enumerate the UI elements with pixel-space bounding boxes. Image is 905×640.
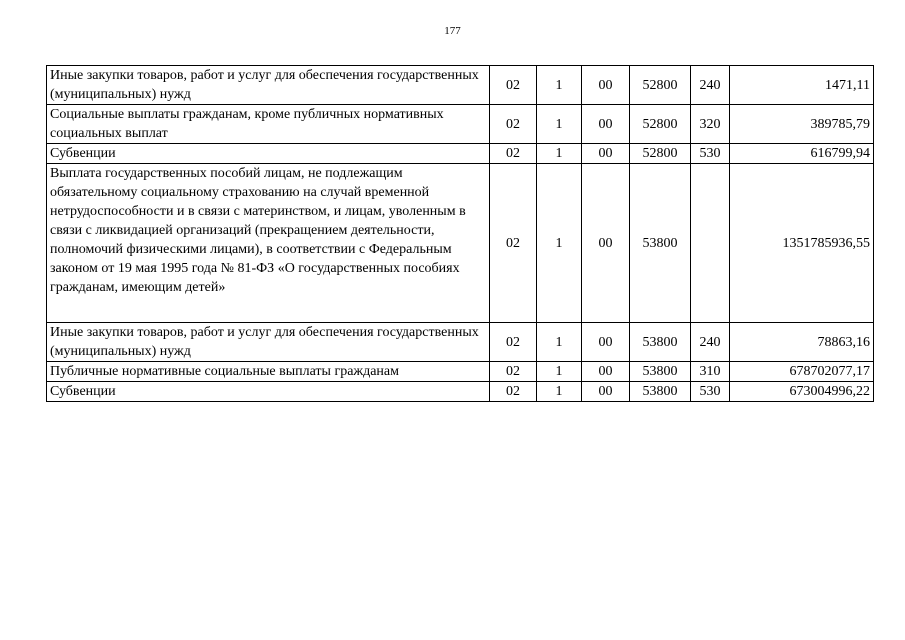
table-row — [47, 144, 874, 164]
subprogram-code: 00 — [582, 382, 630, 402]
program-code: 1 — [537, 144, 582, 164]
program-code: 1 — [537, 323, 582, 362]
direction-code: 52800 — [630, 105, 691, 144]
row-name: Выплата государственных пособий лицам, не подлежащим обязательному социальному страхованию на случай временной нетрудоспособности и в связи с материнством, и лицам, уволенным в связи с ликвидацией организаций (прекращением деятельности, полномочий физическими лицами), в соответствии с Федеральным законом от 19 мая 1995 года № 81-ФЗ «О государственных пособиях гражданам, имеющим детей» — [47, 164, 490, 323]
subprogram-code: 00 — [582, 362, 630, 382]
row-name: Субвенции — [47, 382, 490, 402]
section-code: 02 — [490, 144, 537, 164]
section-code: 02 — [490, 164, 537, 323]
program-code: 1 — [537, 362, 582, 382]
subprogram-code: 00 — [582, 66, 630, 105]
direction-code: 52800 — [630, 144, 691, 164]
expense-type-code: 310 — [691, 362, 730, 382]
program-code: 1 — [537, 164, 582, 323]
subprogram-code: 00 — [582, 105, 630, 144]
section-code: 02 — [490, 66, 537, 105]
row-name: Иные закупки товаров, работ и услуг для обеспечения государственных (муниципальных) нужд — [47, 323, 490, 362]
expense-type-code — [691, 164, 730, 323]
program-code: 1 — [537, 382, 582, 402]
table-row — [47, 382, 874, 402]
section-code: 02 — [490, 382, 537, 402]
table-row — [47, 105, 874, 144]
row-name: Социальные выплаты гражданам, кроме публичных нормативных социальных выплат — [47, 105, 490, 144]
page-number: 177 — [444, 25, 461, 37]
amount: 678702077,17 — [730, 362, 874, 382]
direction-code: 53800 — [630, 362, 691, 382]
program-code: 1 — [537, 66, 582, 105]
direction-code: 53800 — [630, 323, 691, 362]
amount: 673004996,22 — [730, 382, 874, 402]
expense-type-code: 530 — [691, 382, 730, 402]
amount: 616799,94 — [730, 144, 874, 164]
amount: 1471,11 — [730, 66, 874, 105]
row-name: Публичные нормативные социальные выплаты гражданам — [47, 362, 490, 382]
table-row — [47, 164, 874, 323]
row-name: Иные закупки товаров, работ и услуг для обеспечения государственных (муниципальных) нужд — [47, 66, 490, 105]
direction-code: 52800 — [630, 66, 691, 105]
program-code: 1 — [537, 105, 582, 144]
section-code: 02 — [490, 105, 537, 144]
section-code: 02 — [490, 362, 537, 382]
subprogram-code: 00 — [582, 164, 630, 323]
expense-type-code: 530 — [691, 144, 730, 164]
subprogram-code: 00 — [582, 323, 630, 362]
amount: 78863,16 — [730, 323, 874, 362]
expense-type-code: 320 — [691, 105, 730, 144]
budget-table — [46, 65, 874, 402]
amount: 1351785936,55 — [730, 164, 874, 323]
table-row — [47, 323, 874, 362]
subprogram-code: 00 — [582, 144, 630, 164]
amount: 389785,79 — [730, 105, 874, 144]
direction-code: 53800 — [630, 164, 691, 323]
expense-type-code: 240 — [691, 323, 730, 362]
table-row — [47, 362, 874, 382]
row-name: Субвенции — [47, 144, 490, 164]
section-code: 02 — [490, 323, 537, 362]
direction-code: 53800 — [630, 382, 691, 402]
table-row — [47, 66, 874, 105]
expense-type-code: 240 — [691, 66, 730, 105]
